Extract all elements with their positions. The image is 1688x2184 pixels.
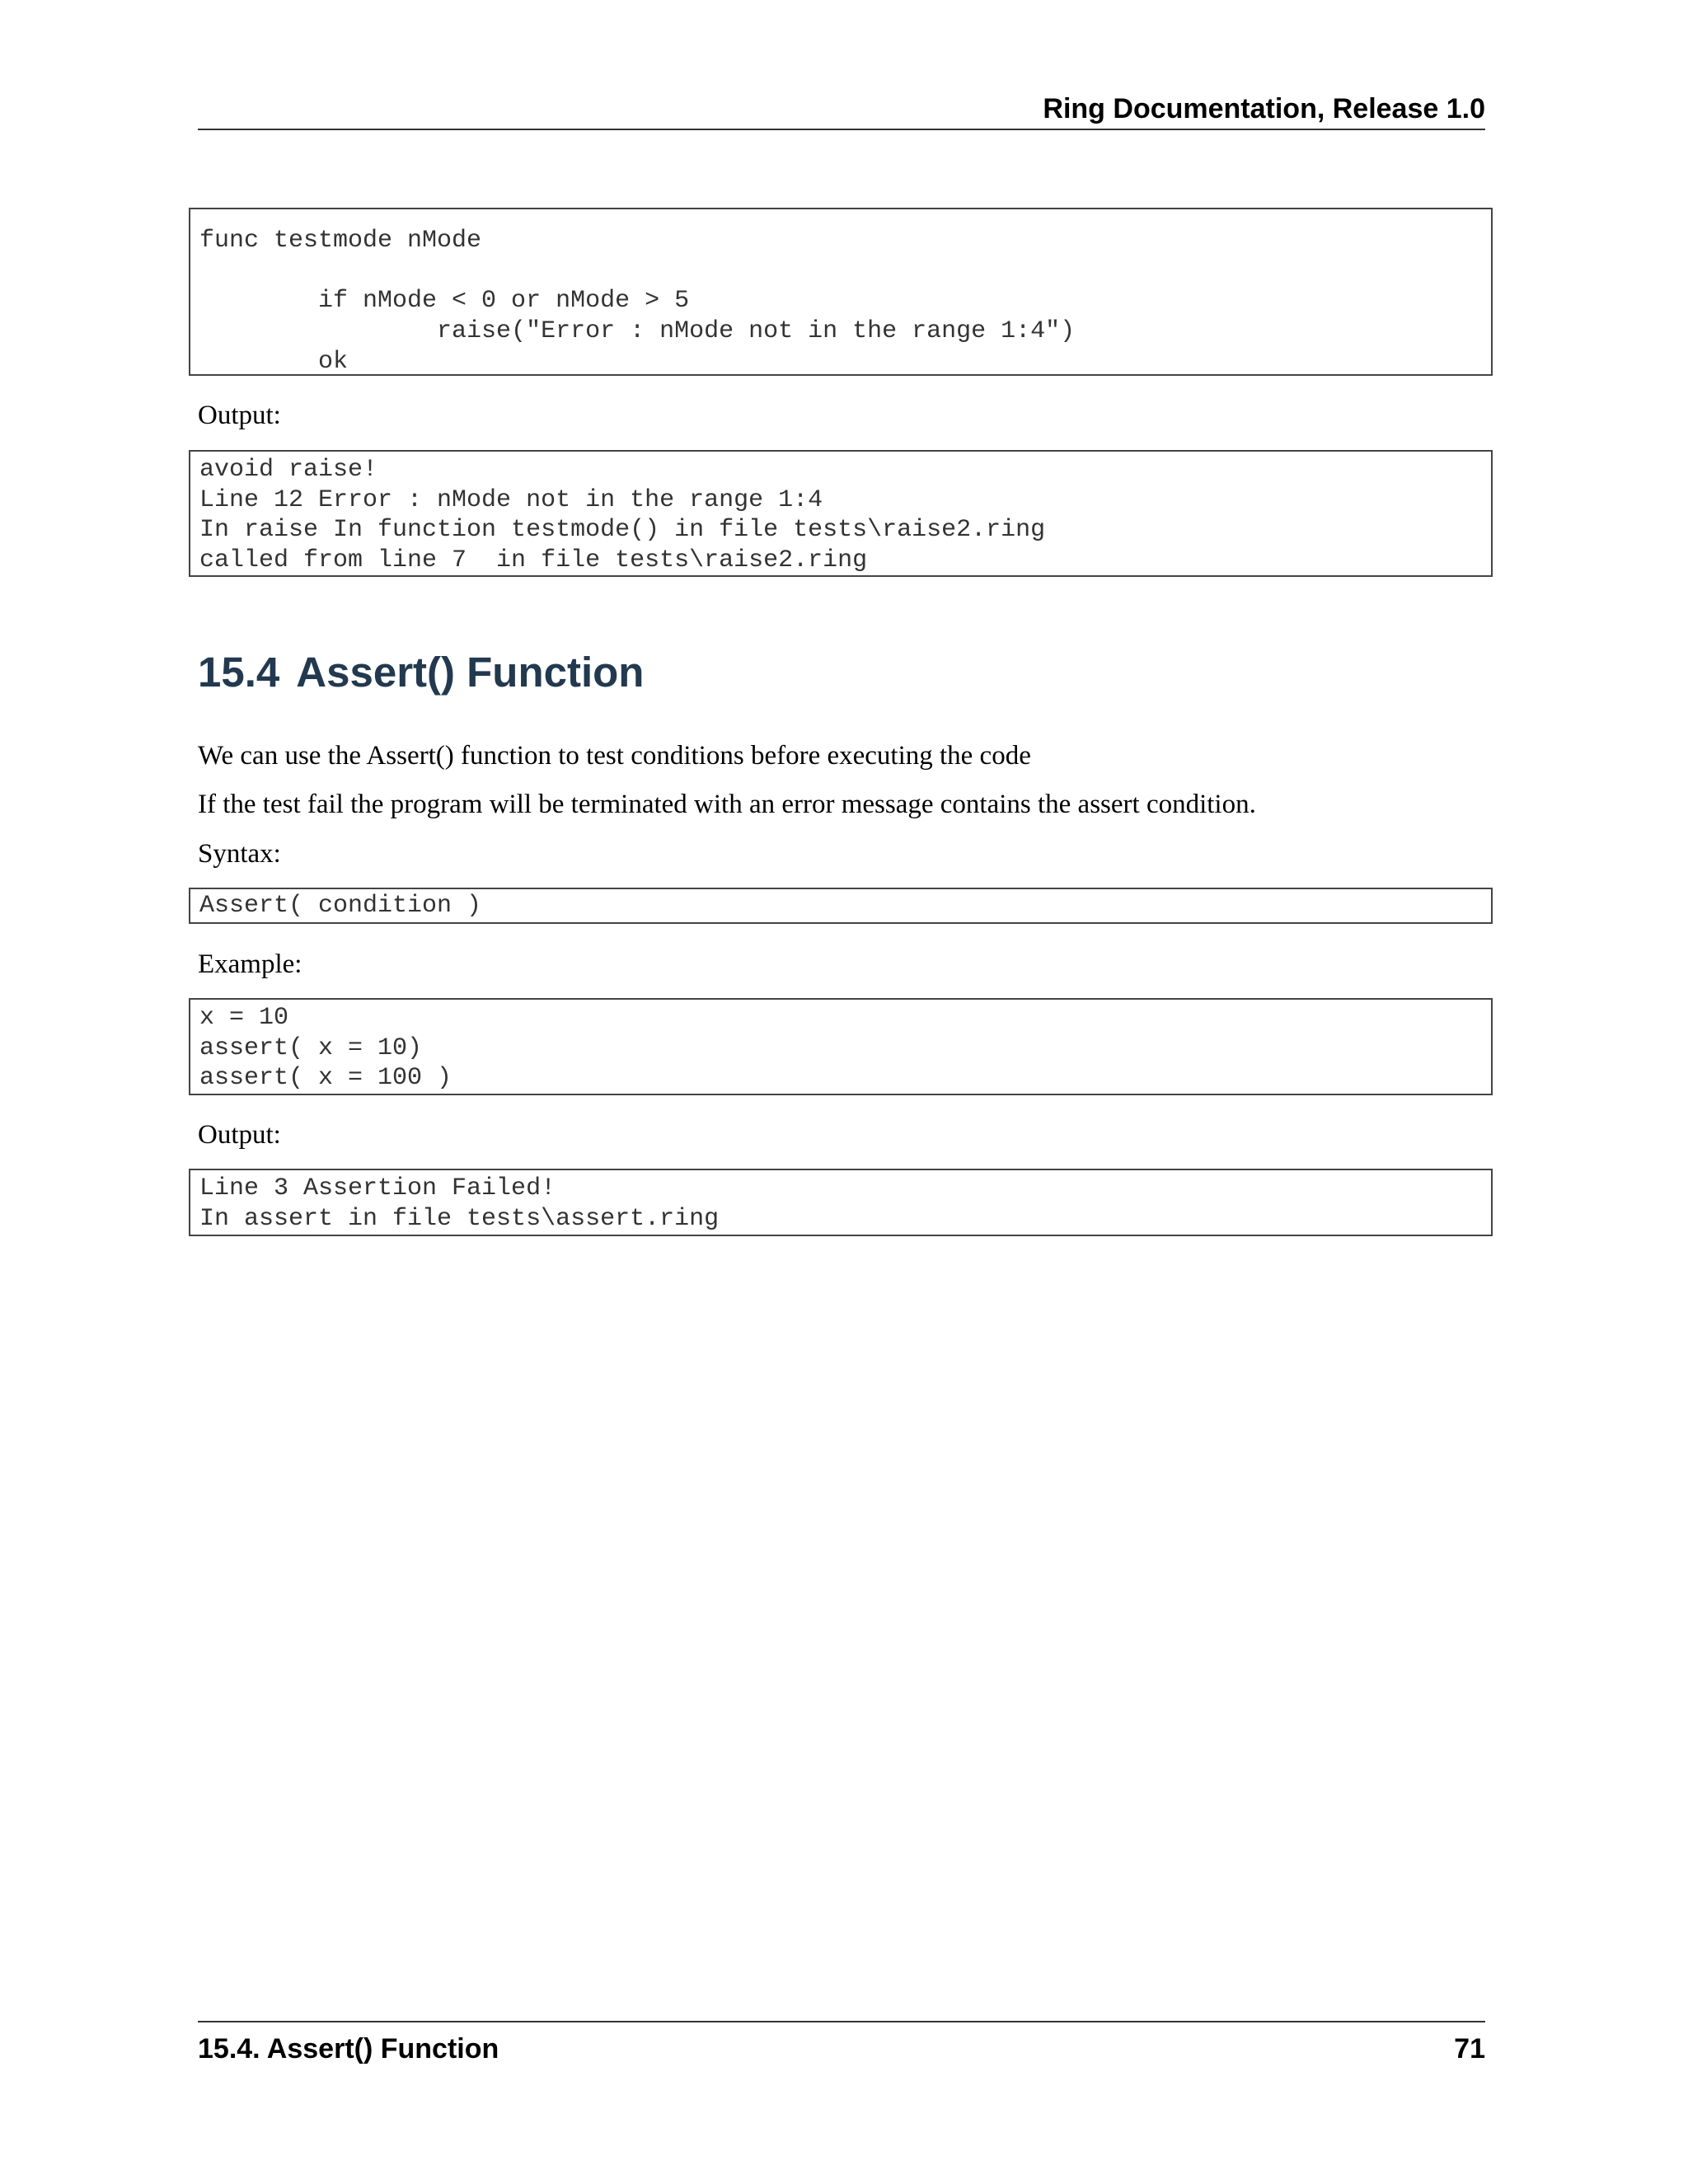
code-text: x = 10 assert( x = 10) assert( x = 100 ) — [199, 1004, 452, 1093]
section-number: 15.4 — [198, 649, 280, 696]
label-example: Example: — [198, 949, 302, 979]
page-number: 71 — [1454, 2033, 1485, 2064]
code-text: Assert( condition ) — [199, 892, 482, 920]
section-heading — [198, 648, 644, 697]
code-text: func testmode nMode if nMode < 0 or nMode > 5 raise("Error : nMode not in the range 1:4") ok — [199, 227, 1076, 376]
running-header-title: Ring Documentation, Release 1.0 — [1043, 93, 1485, 124]
code-block-syntax — [189, 888, 1493, 924]
code-block-testmode — [189, 208, 1493, 376]
output-block-raise — [189, 450, 1493, 577]
label-output: Output: — [198, 401, 281, 430]
header-rule — [198, 129, 1485, 130]
output-text: Line 3 Assertion Failed! In assert in file tests\assert.ring — [199, 1174, 720, 1233]
label-syntax: Syntax: — [198, 839, 281, 869]
output-text: avoid raise! Line 12 Error : nMode not in the range 1:4 In raise In function testmode() in file tests\raise2.ring called from line 7 in file tests\raise2.ring — [199, 456, 1046, 575]
output-block-assert — [189, 1169, 1493, 1236]
paragraph-fail: If the test fail the program will be terminated with an error message contains the assert condition. — [198, 790, 1256, 819]
label-output: Output: — [198, 1120, 281, 1150]
paragraph-intro: We can use the Assert() function to test conditions before executing the code — [198, 741, 1031, 771]
code-block-example — [189, 998, 1493, 1095]
section-title: Assert() Function — [296, 649, 645, 696]
footer-rule — [198, 2021, 1485, 2022]
footer-section-label: 15.4. Assert() Function — [198, 2033, 499, 2064]
